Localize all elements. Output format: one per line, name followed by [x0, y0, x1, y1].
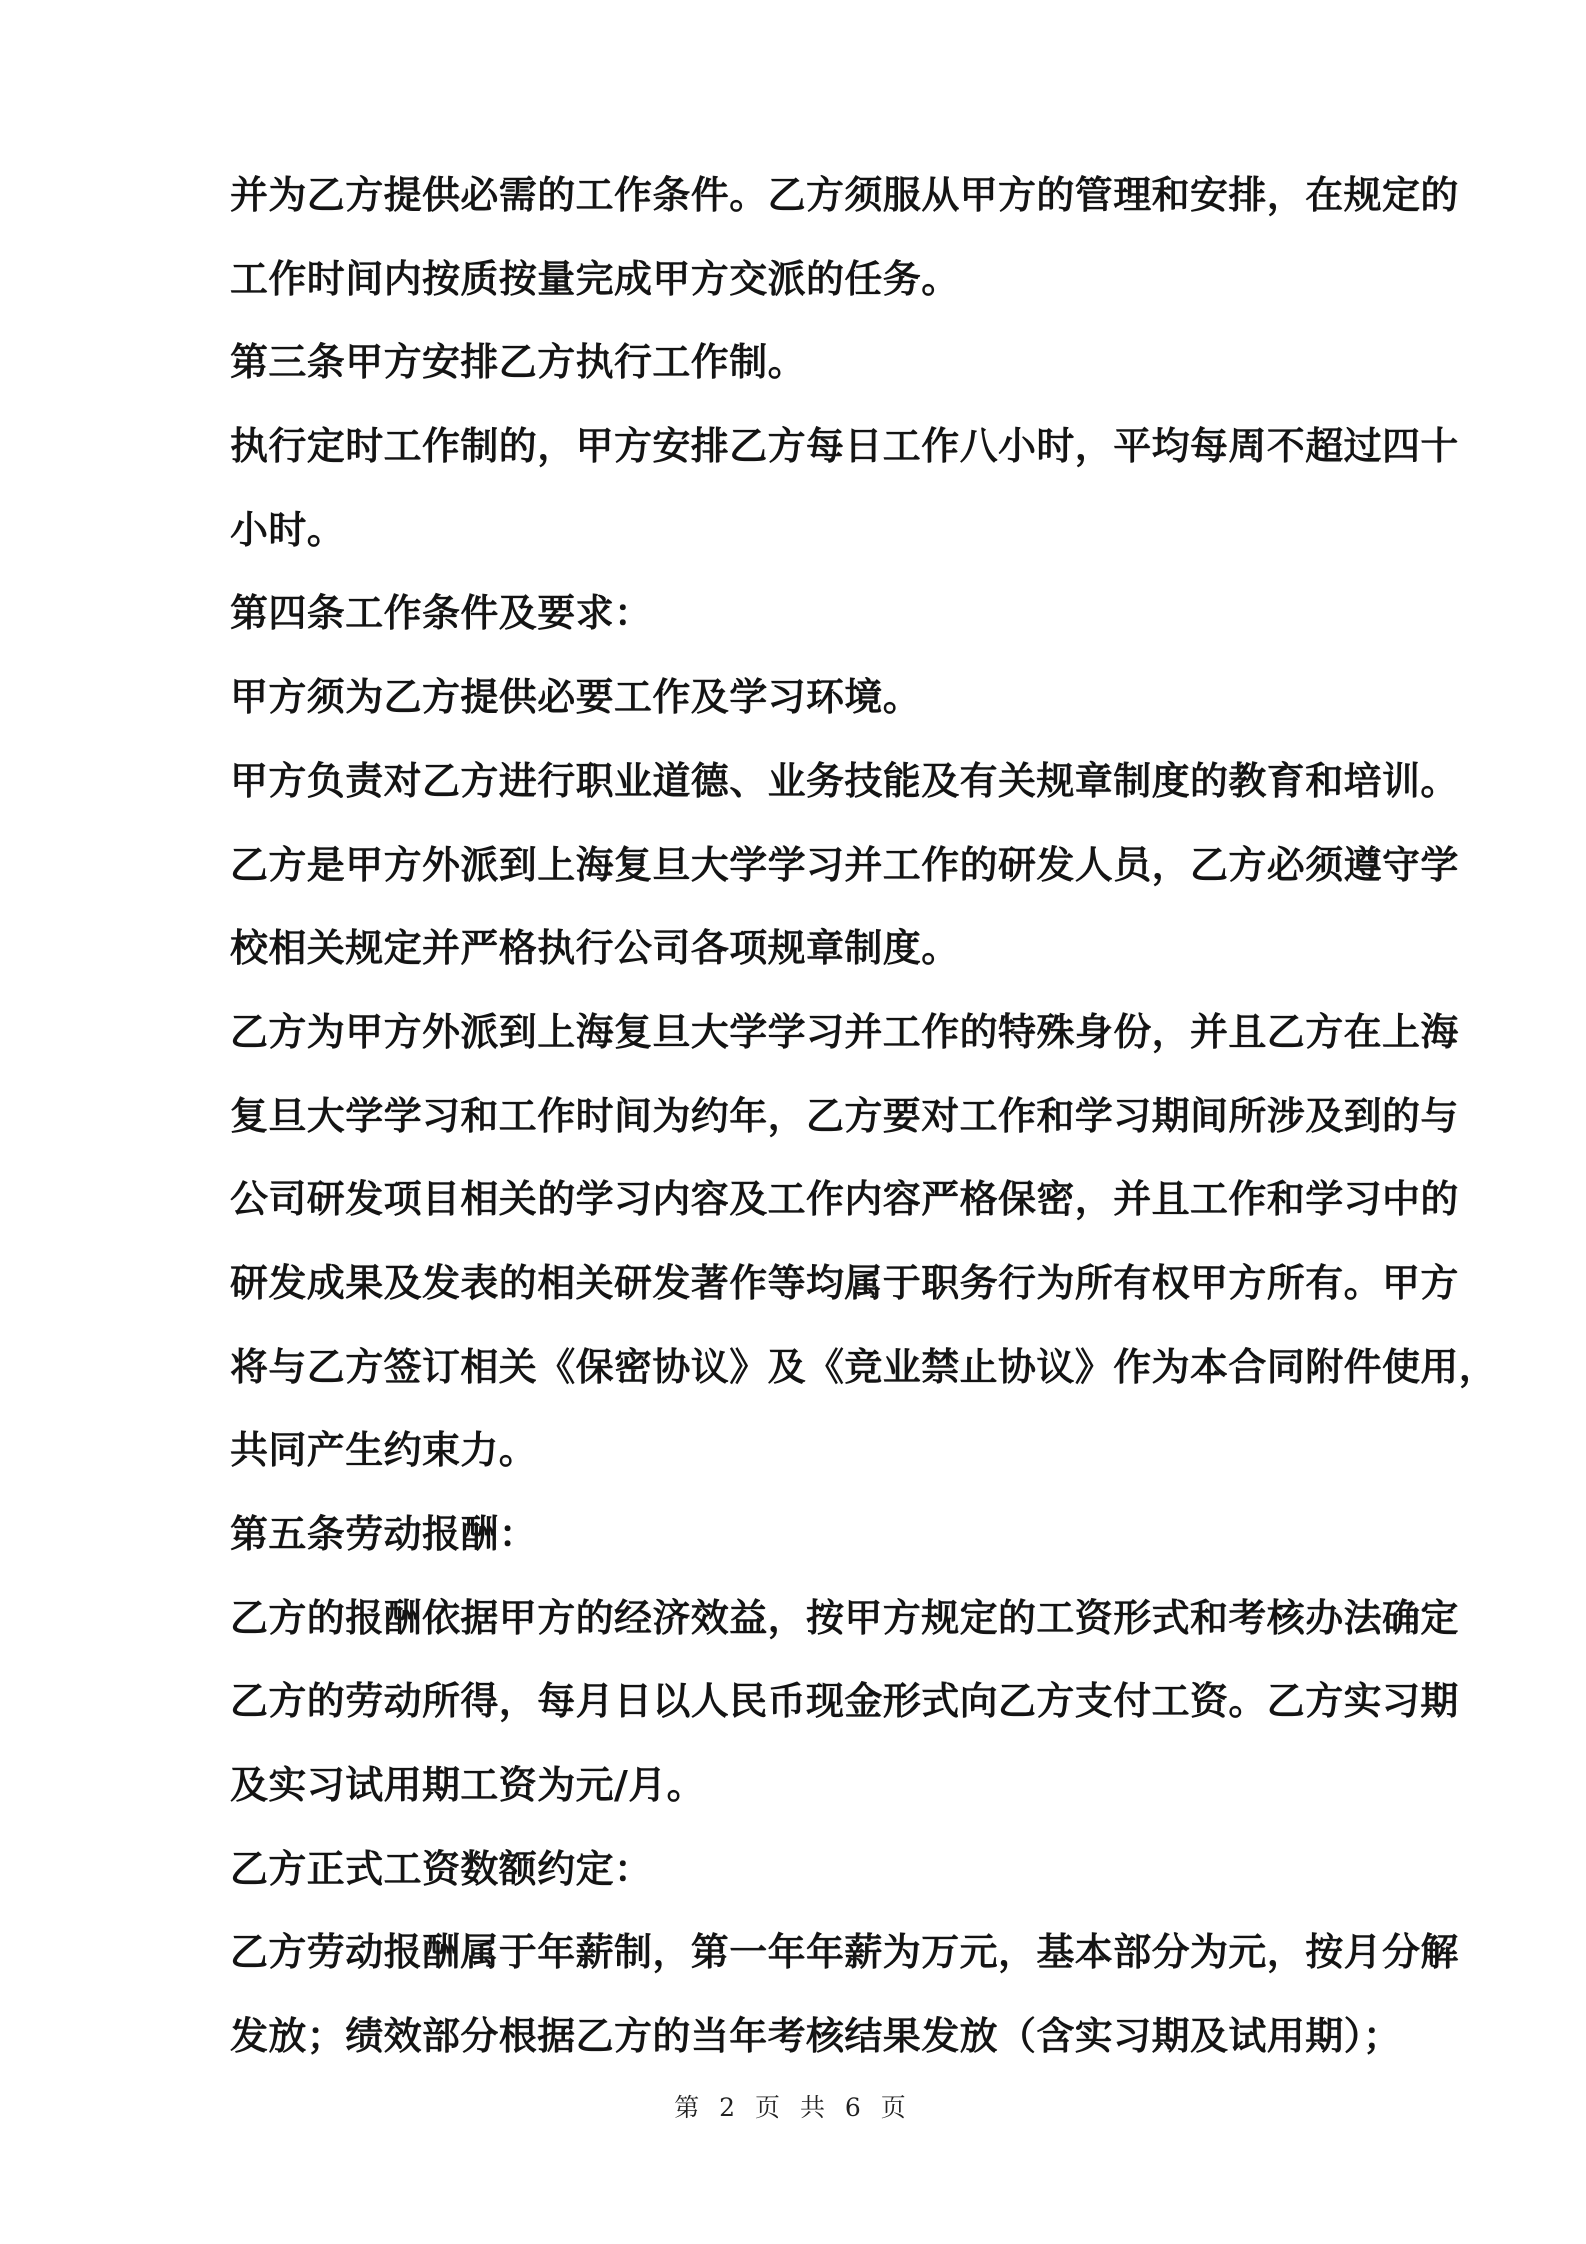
- body-line: 甲方负责对乙方进行职业道德、业务技能及有关规章制度的教育和培训。: [230, 758, 1459, 803]
- body-line: 将与乙方签订相关《保密协议》及《竞业禁止协议》作为本合同附件使用，: [230, 1344, 1498, 1389]
- article-heading: 第三条甲方安排乙方执行工作制。: [230, 340, 807, 385]
- body-line: 小时。: [230, 507, 346, 552]
- body-line: 校相关规定并严格执行公司各项规章制度。: [230, 926, 960, 971]
- body-line: 共同产生约束力。: [230, 1428, 538, 1473]
- body-line: 工作时间内按质按量完成甲方交派的任务。: [230, 256, 960, 301]
- body-line: 研发成果及发表的相关研发著作等均属于职务行为所有权甲方所有。甲方: [230, 1260, 1459, 1305]
- body-line: 公司研发项目相关的学习内容及工作内容严格保密，并且工作和学习中的: [230, 1177, 1459, 1222]
- body-line: 乙方是甲方外派到上海复旦大学学习并工作的研发人员，乙方必须遵守学: [230, 842, 1459, 887]
- article-heading: 第五条劳动报酬：: [230, 1512, 538, 1556]
- body-line: 乙方为甲方外派到上海复旦大学学习并工作的特殊身份，并且乙方在上海: [230, 1009, 1459, 1054]
- article-heading: 第四条工作条件及要求：: [230, 591, 653, 636]
- body-line: 甲方须为乙方提供必要工作及学习环境。: [230, 675, 922, 720]
- body-line: 乙方的劳动所得，每月日以人民币现金形式向乙方支付工资。乙方实习期: [230, 1679, 1459, 1724]
- page-number-footer: 第 2 页 共 6 页: [674, 2093, 912, 2122]
- body-line: 并为乙方提供必需的工作条件。乙方须服从甲方的管理和安排，在规定的: [230, 173, 1459, 217]
- body-line: 复旦大学学习和工作时间为约年，乙方要对工作和学习期间所涉及到的与: [230, 1093, 1459, 1138]
- body-line: 乙方正式工资数额约定：: [230, 1846, 653, 1891]
- body-line: 乙方的报酬依据甲方的经济效益，按甲方规定的工资形式和考核办法确定: [230, 1595, 1459, 1640]
- body-line: 乙方劳动报酬属于年薪制，第一年年薪为万元，基本部分为元，按月分解: [230, 1930, 1459, 1975]
- contract-body: [230, 154, 1498, 2079]
- body-line: 执行定时工作制的，甲方安排乙方每日工作八小时，平均每周不超过四十: [230, 424, 1459, 469]
- body-line: 发放；绩效部分根据乙方的当年考核结果发放（含实习期及试用期）；: [230, 2014, 1402, 2059]
- body-line: 及实习试用期工资为元/月。: [230, 1763, 706, 1808]
